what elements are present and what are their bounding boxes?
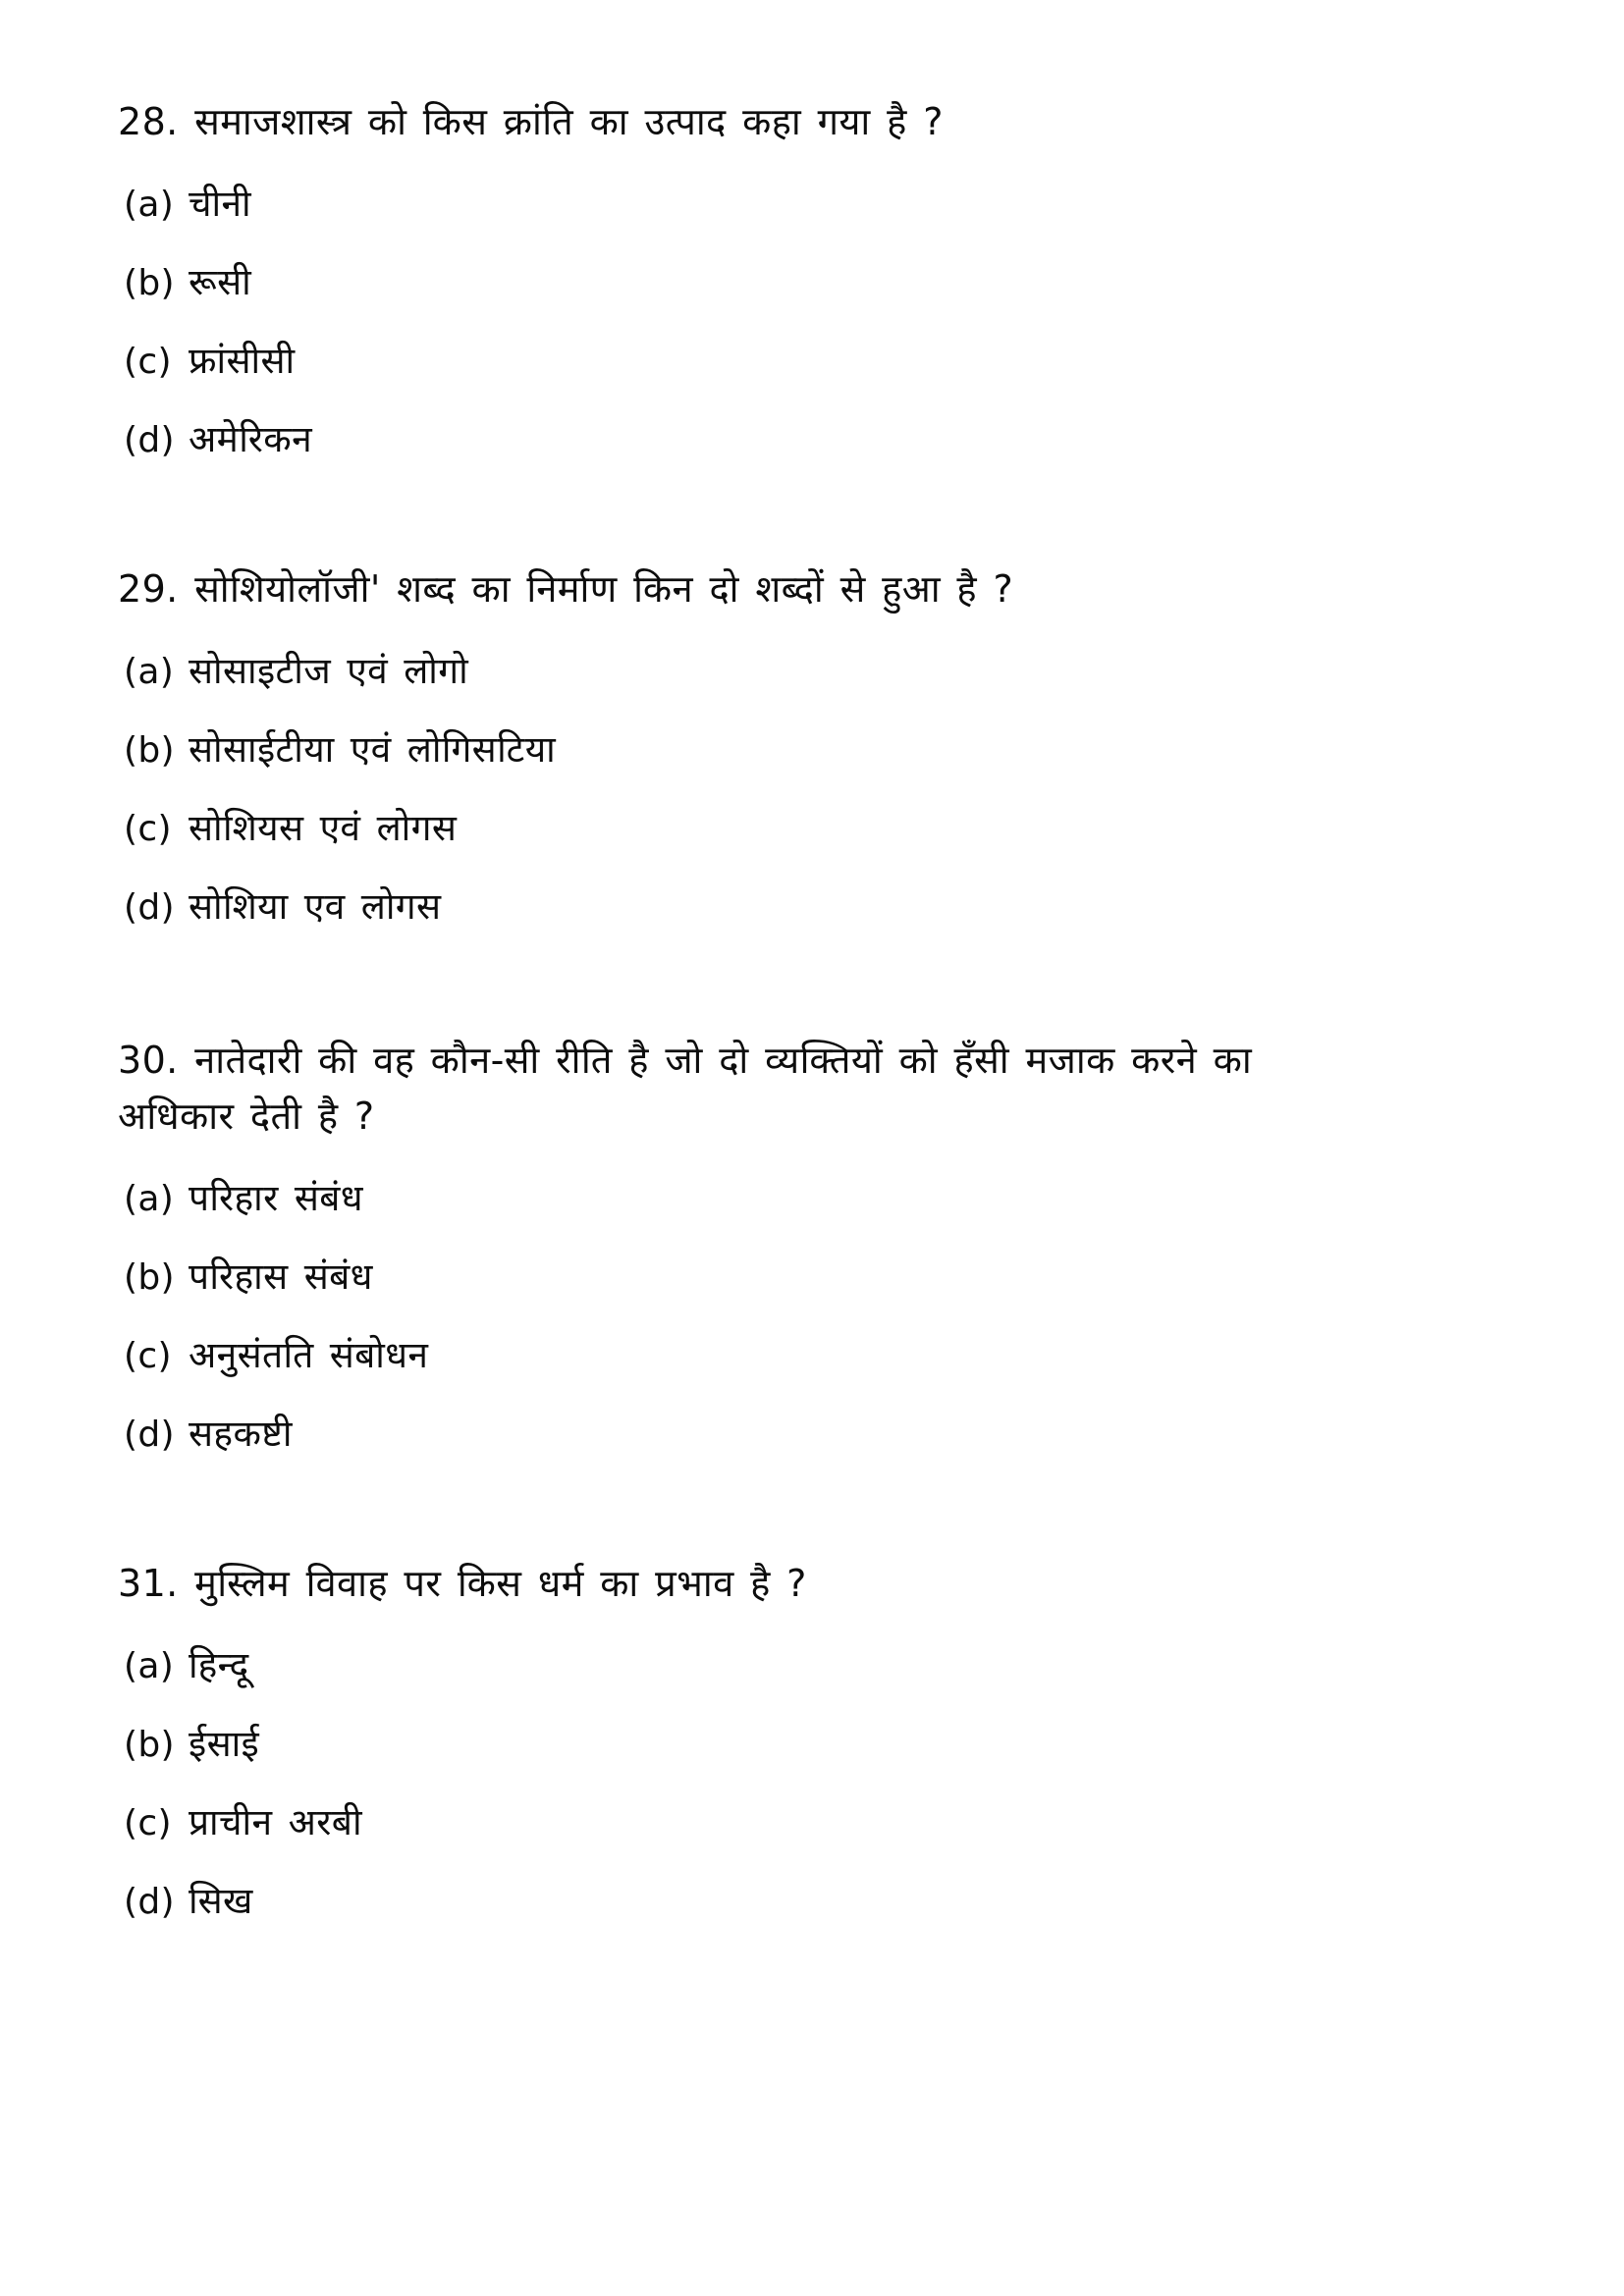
option-text: अमेरिकन <box>189 417 313 460</box>
option-text: सोसाइटीज एवं लोगो <box>189 649 469 692</box>
option-list <box>118 1638 1506 1929</box>
option-text: परिहार संबंध <box>189 1177 363 1219</box>
option-text: सहकष्टी <box>189 1413 293 1455</box>
option-row[interactable] <box>118 644 1506 699</box>
option-label: (c) <box>124 1802 172 1843</box>
option-label: (b) <box>124 1257 175 1298</box>
option-row[interactable] <box>118 1328 1506 1383</box>
option-label: (d) <box>124 886 175 928</box>
option-row[interactable] <box>118 722 1506 777</box>
option-label: (a) <box>124 1645 175 1686</box>
option-row[interactable] <box>118 1874 1506 1929</box>
option-text: हिन्दू <box>189 1643 249 1686</box>
option-text: ईसाई <box>189 1722 260 1765</box>
option-label: (c) <box>124 808 172 849</box>
option-row[interactable] <box>118 1795 1506 1850</box>
option-text: फ्रांसीसी <box>189 339 296 382</box>
option-label: (b) <box>124 729 175 771</box>
option-label: (b) <box>124 1724 175 1765</box>
option-text: रूसी <box>189 260 252 303</box>
option-label: (a) <box>124 1179 175 1219</box>
option-row[interactable] <box>118 255 1506 310</box>
question-block <box>118 94 1506 467</box>
question-text: 31. मुस्लिम विवाह पर किस धर्म का प्रभाव है ? <box>118 1562 807 1605</box>
option-list <box>118 177 1506 467</box>
option-list <box>118 1171 1506 1462</box>
option-label: (c) <box>124 341 172 382</box>
question-list <box>118 94 1506 1929</box>
option-row[interactable] <box>118 412 1506 467</box>
option-label: (d) <box>124 1415 175 1455</box>
option-row[interactable] <box>118 801 1506 856</box>
option-text: चीनी <box>189 182 251 225</box>
question-text: 28. समाजशास्त्र को किस क्रांति का उत्पाद कहा गया है ? <box>118 100 944 143</box>
option-text: सोसाईटीया एवं लोगिसटिया <box>189 727 557 771</box>
option-row[interactable] <box>118 1171 1506 1226</box>
option-row[interactable] <box>118 177 1506 232</box>
option-label: (a) <box>124 184 175 225</box>
option-label: (d) <box>124 419 175 460</box>
question-text: 29. सोशियोलॉजी' शब्द का निर्माण किन दो शब्दों से हुआ है ? <box>118 566 1014 611</box>
question-block <box>118 561 1506 934</box>
question-block <box>118 1033 1506 1463</box>
option-label: (c) <box>124 1336 172 1376</box>
option-label: (a) <box>124 651 175 692</box>
question-block <box>118 1556 1506 1929</box>
option-text: सोशिया एव लोगस <box>189 884 442 928</box>
option-text: प्राचीन अरबी <box>189 1800 362 1843</box>
option-text: सिख <box>189 1879 253 1922</box>
option-row[interactable] <box>118 334 1506 389</box>
option-text: परिहास संबंध <box>189 1255 373 1298</box>
option-row[interactable] <box>118 1407 1506 1462</box>
option-row[interactable] <box>118 1250 1506 1305</box>
option-label: (d) <box>124 1881 175 1922</box>
option-text: सोशियस एवं लोगस <box>189 806 458 849</box>
option-text: अनुसंतति संबोधन <box>189 1334 429 1376</box>
option-list <box>118 644 1506 934</box>
option-row[interactable] <box>118 880 1506 934</box>
option-row[interactable] <box>118 1717 1506 1772</box>
option-row[interactable] <box>118 1638 1506 1693</box>
option-label: (b) <box>124 262 175 303</box>
question-text: 30. नातेदारी की वह कौन-सी रीति है जो दो व्यक्तियों को हँसी मजाक करने का अधिकार देती है ? <box>118 1038 1253 1139</box>
